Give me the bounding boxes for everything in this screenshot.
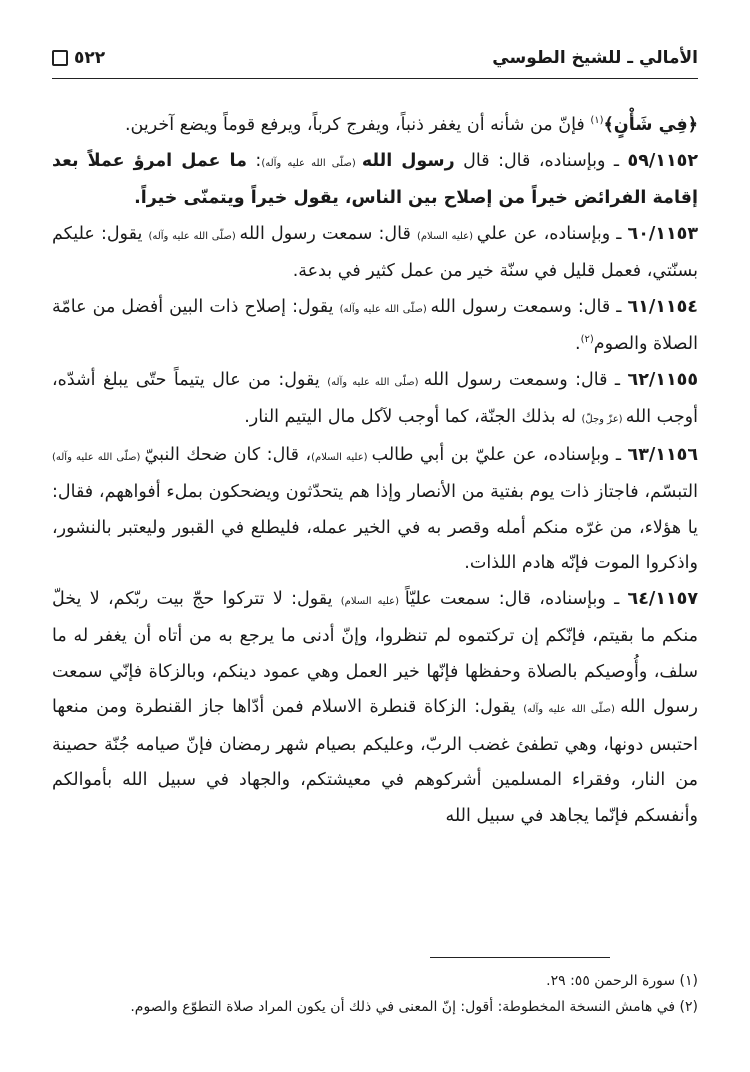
quran-quote: ﴿فِي شَأْنٍ﴾ bbox=[603, 115, 698, 135]
paragraph bbox=[52, 582, 698, 835]
honorific: (عزّ وجلّ) bbox=[581, 414, 626, 425]
text-run: قال: سمعت رسول الله bbox=[239, 223, 417, 244]
hadith-number: ٦٣/١١٥٦ bbox=[627, 444, 699, 465]
text-run: له بذلك الجنّة، كما أوجب لآكل مال اليتيم النار. bbox=[244, 407, 582, 427]
paragraph bbox=[52, 108, 698, 144]
page-number-block bbox=[52, 48, 105, 68]
text-run: ما عمل امرؤ عملاً بعد إقامة الفرائض خيراً من إصلاح بين الناس، يقول خيراً ويتمنّى خيراً. bbox=[52, 150, 698, 208]
hadith-number: ٥٩/١١٥٢ bbox=[627, 150, 699, 171]
honorific: (صلّى الله عليه وآله) bbox=[339, 303, 431, 315]
honorific: (عليه السلام) bbox=[340, 595, 405, 607]
honorific: (صلّى الله عليه وآله) bbox=[261, 157, 362, 169]
square-marker-icon bbox=[52, 50, 68, 66]
honorific: (صلّى الله عليه وآله) bbox=[52, 451, 145, 463]
honorific: (صلّى الله عليه وآله) bbox=[148, 230, 240, 242]
hadith-number: ٦٢/١١٥٥ bbox=[627, 369, 698, 390]
footnote-divider bbox=[430, 957, 610, 958]
text-run: ـ وبإسناده، عن علي bbox=[476, 223, 628, 244]
text-run: ـ قال: وسمعت رسول الله bbox=[430, 296, 628, 317]
text-run: . bbox=[574, 334, 581, 354]
footnote-1: (١) سورة الرحمن ٥٥: ٢٩. bbox=[546, 973, 698, 989]
hadith-number: ٦١/١١٥٤ bbox=[627, 296, 698, 317]
text-run: : bbox=[246, 150, 262, 171]
text-run: التبسّم، فاجتاز ذات يوم بفتية من الأنصار وإذا هم يتحدّثون ويضحكون بملء أفواههم، فقال: يا هؤلاء، من غرّه منكم أمله وقصر به في الخير عمله، فليطلع في القبور وليعتبر بالنشور، واذكروا الموت فإنّه هادم اللذات. bbox=[52, 482, 698, 573]
hadith-number: ٦٠/١١٥٣ bbox=[627, 223, 698, 244]
text-run: يقول: إصلاح ذات البين أفضل من عامّة الصلاة والصوم bbox=[52, 296, 698, 354]
page-header bbox=[52, 38, 698, 79]
book-title: الأمالي ـ للشيخ الطوسي bbox=[492, 48, 698, 68]
honorific: (عليه السلام) bbox=[311, 451, 372, 463]
text-run: ـ وبإسناده، قال: قال bbox=[454, 150, 628, 171]
footnote-ref[interactable]: (١) bbox=[590, 115, 604, 127]
main-text bbox=[52, 108, 698, 834]
text-run: ـ وبإسناده، عن عليّ بن أبي طالب bbox=[371, 444, 628, 465]
text-run: يقول: الزكاة قنطرة الاسلام فمن أدّاها جاز القنطرة ومن منعها احتبس دونها، وهي تطفئ غضب الربّ، وعليكم بصيام شهر رمضان فإنّ صيامه جُنّة حصينة من النار، وفقراء المسلمين أشركوهم في معيشتكم، والجهاد في سبيل الله بأموالكم وأنفسكم فإنّما يجاهد في سبيل الله bbox=[52, 697, 698, 826]
hadith-number: ٦٤/١١٥٧ bbox=[627, 588, 699, 609]
text-run: ـ قال: وسمعت رسول الله bbox=[423, 369, 628, 390]
honorific: (صلّى الله عليه وآله) bbox=[523, 704, 621, 715]
text-run: ، قال: كان ضحك النبيّ bbox=[144, 444, 312, 465]
text-run: ـ وبإسناده، قال: سمعت عليّاً bbox=[404, 588, 628, 609]
paragraph bbox=[52, 217, 698, 290]
text-run: رسول الله bbox=[361, 150, 455, 171]
footnote-2: (٢) في هامش النسخة المخطوطة: أقول: إنّ المعنى في ذلك أن يكون المراد صلاة التطوّع والصوم. bbox=[130, 999, 698, 1015]
paragraph bbox=[52, 290, 698, 363]
footnote-ref[interactable]: (٢) bbox=[580, 334, 594, 346]
paragraph bbox=[52, 363, 698, 438]
text-run: يقول: عليكم بسنّتي، فعمل قليل في سنّة خير من عمل كثير في بدعة. bbox=[52, 223, 698, 281]
honorific: (عليه السلام) bbox=[416, 230, 477, 242]
text-run: يقول: من عال يتيماً حتّى يبلغ أشدّه، أوجب الله bbox=[52, 369, 698, 427]
paragraph bbox=[52, 438, 698, 582]
honorific: (صلّى الله عليه وآله) bbox=[327, 376, 424, 388]
page-number: ٥٢٢ bbox=[74, 48, 106, 68]
text-run: يقول: لا تتركوا حجّ بيت ربّكم، لا يخلّ منكم ما بقيتم، فإنّكم إن تركتموه لم تنظروا، وإنّ أدنى ما يرجع به من أتاه أن يغفر له ما سلف، وأُوصيكم بالصلاة وحفظها فإنّها خير العمل وهي عمود دينكم، وبالزكاة فإنّي سمعت رسول الله bbox=[52, 588, 698, 717]
text-run: فإنّ من شأنه أن يغفر ذنباً، ويفرج كرباً، ويرفع قوماً ويضع آخرين. bbox=[124, 115, 591, 135]
footnotes bbox=[52, 968, 698, 1020]
paragraph bbox=[52, 144, 698, 217]
